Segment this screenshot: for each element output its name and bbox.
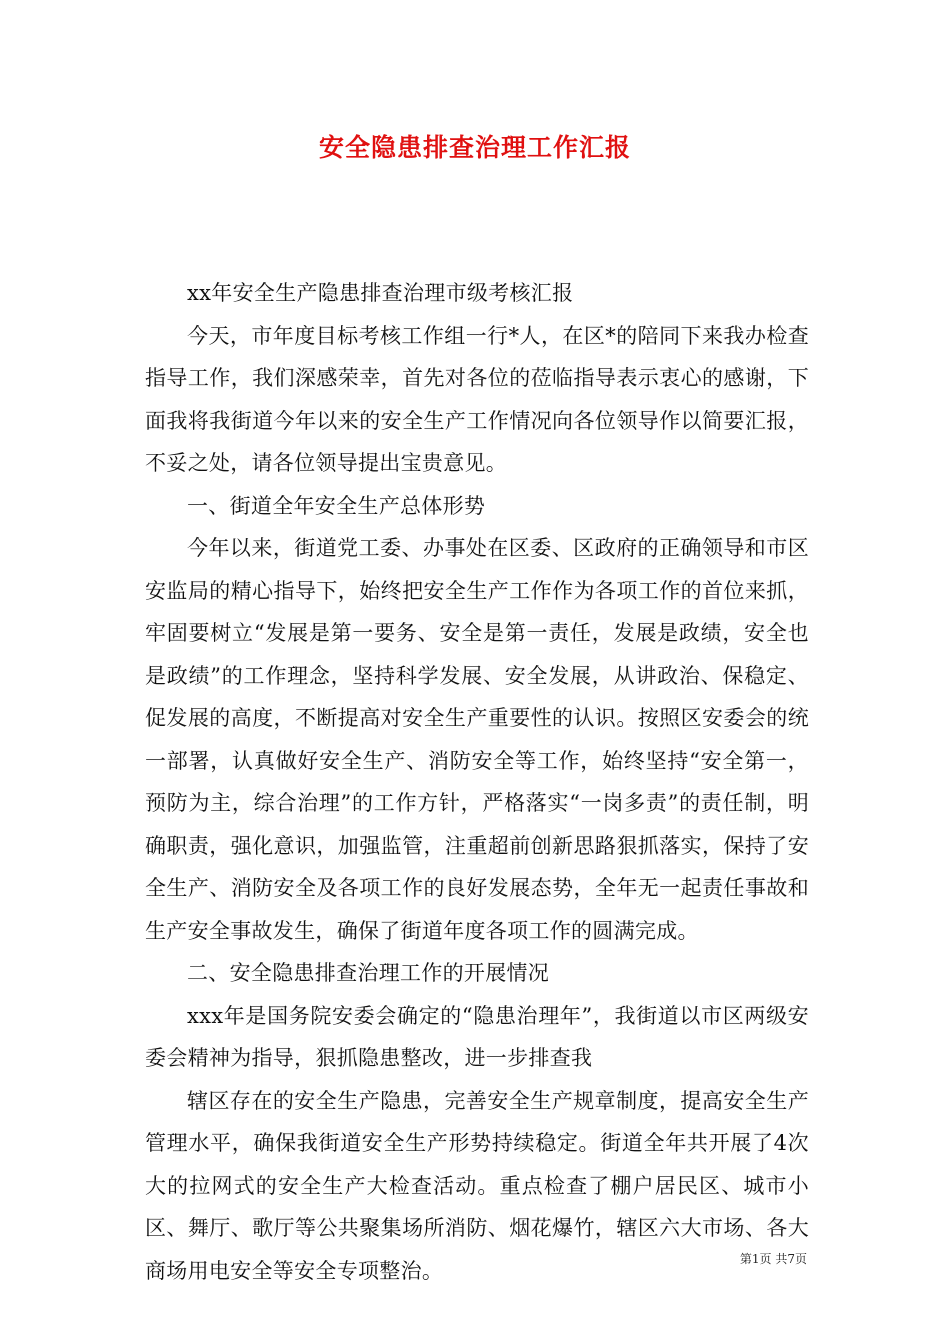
report-subtitle-paragraph: xx年安全生产隐患排查治理市级考核汇报 [187, 281, 574, 305]
document-title: 安全隐患排查治理工作汇报 [318, 133, 631, 162]
section-2-paragraph-1: xxx年是国务院安委会确定的“隐患治理年”，我街道以市区两级安委会精神为指导，狠抓隐患整改，进一步排查我 [145, 1003, 809, 1070]
page-number: 第1页 共7页 [739, 1252, 807, 1266]
intro-paragraph: 今天，市年度目标考核工作组一行*人，在区*的陪同下来我办检查指导工作，我们深感荣幸，首先对各位的莅临指导表示衷心的感谢，下面我将我街道今年以来的安全生产工作情况向各位领导作以简要汇报，不妥之处，请各位领导提出宝贵意见。 [145, 323, 809, 475]
document-body [145, 272, 809, 1292]
section-1-paragraph: 今年以来，街道党工委、办事处在区委、区政府的正确领导和市区安监局的精心指导下，始终把安全生产工作作为各项工作的首位来抓，牢固要树立“发展是第一要务、安全是第一责任，发展是政绩，安全也是政绩”的工作理念，坚持科学发展、安全发展，从讲政治、保稳定、促发展的高度，不断提高对安全生产重要性的认识。按照区安委会的统一部署，认真做好安全生产、消防安全等工作，始终坚持“安全第一，预防为主，综合治理”的工作方针，严格落实“一岗多责”的责任制，明确职责，强化意识，加强监管，注重超前创新思路狠抓落实，保持了安全生产、消防安全及各项工作的良好发展态势，全年无一起责任事故和生产安全事故发生，确保了街道年度各项工作的圆满完成。 [145, 536, 809, 943]
section-heading-2: 二、安全隐患排查治理工作的开展情况 [187, 961, 550, 985]
section-2-paragraph-2: 辖区存在的安全生产隐患，完善安全生产规章制度，提高安全生产管理水平，确保我街道安全生产形势持续稳定。街道全年共开展了4次大的拉网式的安全生产大检查活动。重点检查了棚户居民区、城市小区、舞厅、歌厅等公共聚集场所消防、烟花爆竹，辖区六大市场、各大商场用电安全等安全专项整治。 [145, 1088, 809, 1283]
section-heading-1: 一、街道全年安全生产总体形势 [187, 493, 486, 518]
